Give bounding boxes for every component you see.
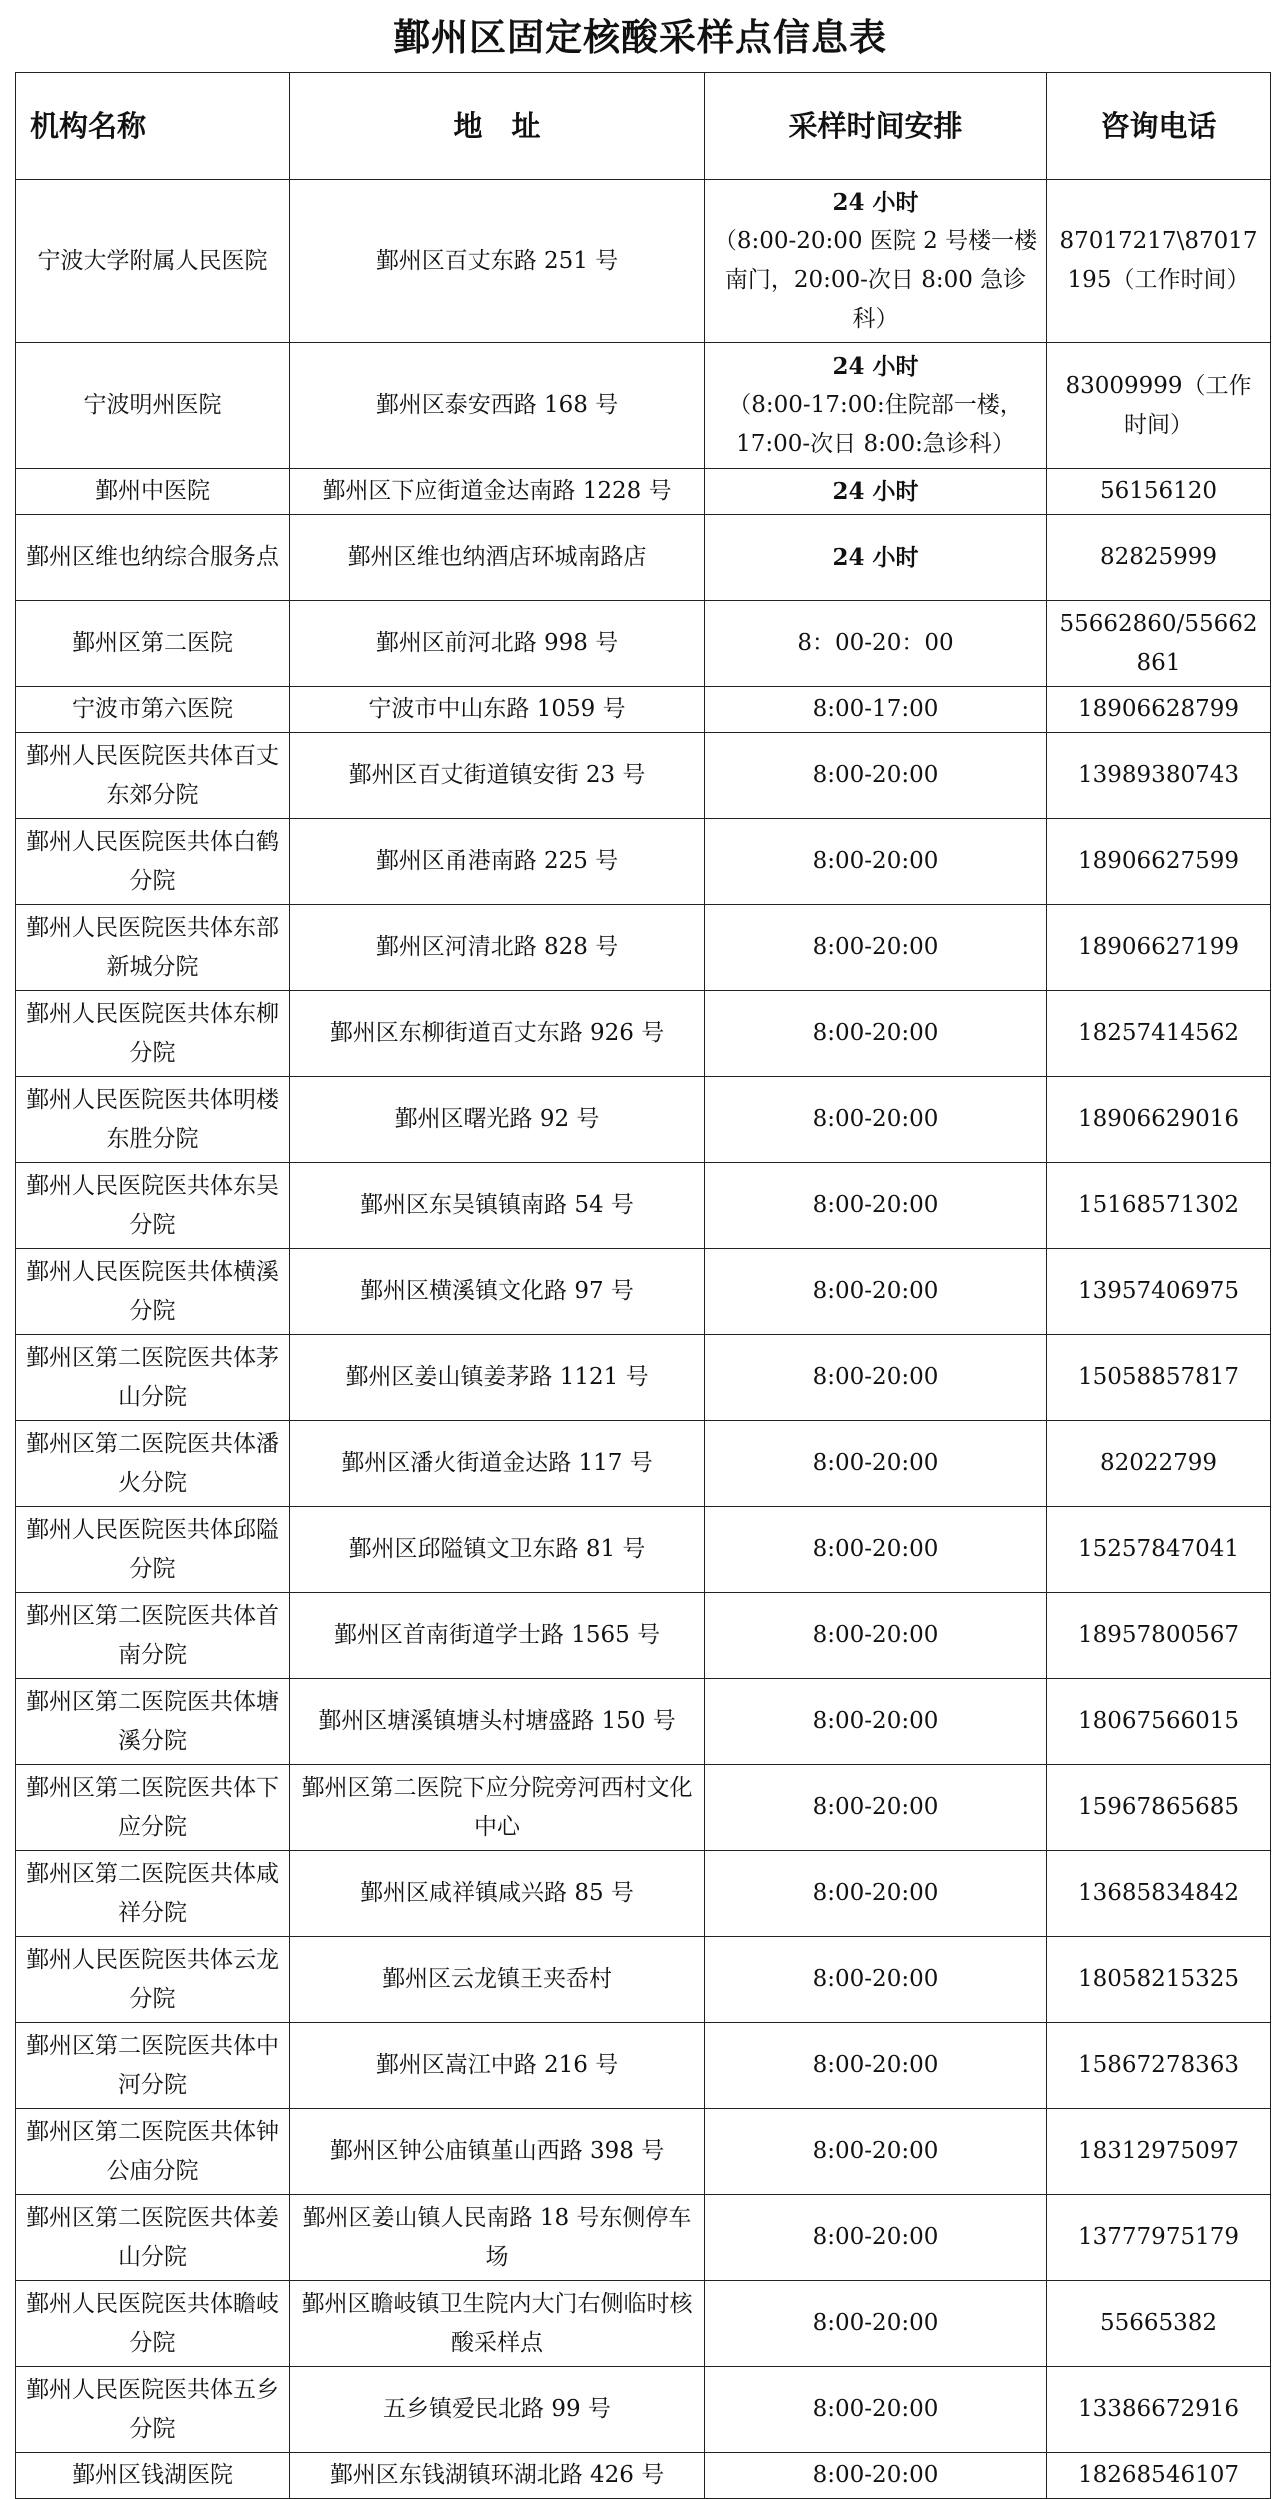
schedule-hours: 8:00-20:00 bbox=[812, 1622, 939, 1648]
schedule-cell bbox=[705, 2367, 1047, 2453]
address-cell: 鄞州区姜山镇姜茅路 1121 号 bbox=[290, 1335, 705, 1421]
table-row bbox=[16, 2023, 1271, 2109]
schedule-hours: 8:00-20:00 bbox=[812, 2396, 939, 2422]
address-cell: 鄞州区钟公庙镇堇山西路 398 号 bbox=[290, 2109, 705, 2195]
table-row bbox=[16, 1421, 1271, 1507]
schedule-cell bbox=[705, 1765, 1047, 1851]
table-row bbox=[16, 2281, 1271, 2367]
address-cell: 宁波市中山东路 1059 号 bbox=[290, 687, 705, 733]
phone-cell: 18906629016 bbox=[1047, 1077, 1271, 1163]
institution-name: 鄞州区第二医院 bbox=[16, 601, 290, 687]
institution-name: 鄞州区第二医院医共体钟公庙分院 bbox=[16, 2109, 290, 2195]
schedule-cell bbox=[705, 1679, 1047, 1765]
institution-name: 鄞州人民医院医共体邱隘分院 bbox=[16, 1507, 290, 1593]
phone-cell: 18312975097 bbox=[1047, 2109, 1271, 2195]
schedule-hours: 8:00-20:00 bbox=[812, 1536, 939, 1562]
institution-name: 鄞州区第二医院医共体茅山分院 bbox=[16, 1335, 290, 1421]
header-institution: 机构名称 bbox=[16, 73, 290, 180]
schedule-hours: 8:00-20:00 bbox=[812, 1020, 939, 1046]
schedule-cell bbox=[705, 991, 1047, 1077]
institution-name: 鄞州人民医院医共体东吴分院 bbox=[16, 1163, 290, 1249]
address-cell: 鄞州区下应街道金达南路 1228 号 bbox=[290, 469, 705, 515]
institution-name: 宁波大学附属人民医院 bbox=[16, 180, 290, 343]
table-row bbox=[16, 819, 1271, 905]
schedule-hours: 8:00-17:00 bbox=[812, 696, 939, 722]
institution-name: 鄞州人民医院医共体东柳分院 bbox=[16, 991, 290, 1077]
schedule-hours: 8:00-20:00 bbox=[812, 1364, 939, 1390]
header-address: 地 址 bbox=[290, 73, 705, 180]
schedule-cell bbox=[705, 2453, 1047, 2499]
schedule-cell bbox=[705, 1851, 1047, 1937]
schedule-hours: 8:00-20:00 bbox=[812, 1794, 939, 1820]
phone-cell: 18257414562 bbox=[1047, 991, 1271, 1077]
address-cell: 鄞州区百丈东路 251 号 bbox=[290, 180, 705, 343]
sampling-sites-table bbox=[15, 72, 1271, 2499]
phone-cell: 13957406975 bbox=[1047, 1249, 1271, 1335]
address-cell: 鄞州区横溪镇文化路 97 号 bbox=[290, 1249, 705, 1335]
table-row bbox=[16, 991, 1271, 1077]
table-header-row bbox=[16, 73, 1271, 180]
phone-cell: 13989380743 bbox=[1047, 733, 1271, 819]
schedule-note: （8:00-17:00:住院部一楼，17:00-次日 8:00:急诊科） bbox=[728, 392, 1023, 457]
phone-cell: 15967865685 bbox=[1047, 1765, 1271, 1851]
header-schedule: 采样时间安排 bbox=[705, 73, 1047, 180]
schedule-hours: 8:00-20:00 bbox=[812, 1708, 939, 1734]
table-row bbox=[16, 343, 1271, 469]
schedule-hours: 24 小时 bbox=[832, 353, 919, 380]
address-cell: 鄞州区瞻岐镇卫生院内大门右侧临时核酸采样点 bbox=[290, 2281, 705, 2367]
schedule-cell bbox=[705, 1335, 1047, 1421]
schedule-hours: 8:00-20:00 bbox=[812, 2138, 939, 2164]
schedule-cell bbox=[705, 1249, 1047, 1335]
schedule-hours: 8:00-20:00 bbox=[812, 934, 939, 960]
table-row bbox=[16, 1507, 1271, 1593]
header-phone: 咨询电话 bbox=[1047, 73, 1271, 180]
phone-cell: 83009999（工作时间） bbox=[1047, 343, 1271, 469]
phone-cell: 18906627199 bbox=[1047, 905, 1271, 991]
address-cell: 鄞州区维也纳酒店环城南路店 bbox=[290, 515, 705, 601]
table-row bbox=[16, 1937, 1271, 2023]
schedule-hours: 8:00-20:00 bbox=[812, 1880, 939, 1906]
table-row bbox=[16, 180, 1271, 343]
schedule-hours: 8:00-20:00 bbox=[812, 2224, 939, 2250]
schedule-hours: 8:00-20:00 bbox=[812, 1278, 939, 1304]
institution-name: 鄞州人民医院医共体云龙分院 bbox=[16, 1937, 290, 2023]
institution-name: 鄞州中医院 bbox=[16, 469, 290, 515]
schedule-cell bbox=[705, 1507, 1047, 1593]
page-title: 鄞州区固定核酸采样点信息表 bbox=[393, 15, 887, 59]
schedule-cell bbox=[705, 1077, 1047, 1163]
institution-name: 鄞州区第二医院医共体姜山分院 bbox=[16, 2195, 290, 2281]
schedule-hours: 8:00-20:00 bbox=[812, 2310, 939, 2336]
schedule-cell bbox=[705, 469, 1047, 515]
schedule-cell bbox=[705, 2281, 1047, 2367]
phone-cell: 18957800567 bbox=[1047, 1593, 1271, 1679]
schedule-cell bbox=[705, 819, 1047, 905]
address-cell: 鄞州区首南街道学士路 1565 号 bbox=[290, 1593, 705, 1679]
schedule-cell bbox=[705, 601, 1047, 687]
institution-name: 鄞州人民医院医共体东部新城分院 bbox=[16, 905, 290, 991]
table-row bbox=[16, 687, 1271, 733]
table-row bbox=[16, 1851, 1271, 1937]
phone-cell: 82022799 bbox=[1047, 1421, 1271, 1507]
address-cell: 鄞州区邱隘镇文卫东路 81 号 bbox=[290, 1507, 705, 1593]
schedule-hours: 8:00-20:00 bbox=[812, 2052, 939, 2078]
table-row bbox=[16, 515, 1271, 601]
schedule-cell bbox=[705, 1937, 1047, 2023]
phone-cell: 55665382 bbox=[1047, 2281, 1271, 2367]
schedule-hours: 8:00-20:00 bbox=[812, 2462, 939, 2488]
phone-cell: 15168571302 bbox=[1047, 1163, 1271, 1249]
table-row bbox=[16, 733, 1271, 819]
address-cell: 鄞州区东钱湖镇环湖北路 426 号 bbox=[290, 2453, 705, 2499]
table-row bbox=[16, 469, 1271, 515]
schedule-note: （8:00-20:00 医院 2 号楼一楼南门，20:00-次日 8:00 急诊科） bbox=[713, 228, 1038, 332]
institution-name: 鄞州区维也纳综合服务点 bbox=[16, 515, 290, 601]
address-cell: 鄞州区曙光路 92 号 bbox=[290, 1077, 705, 1163]
phone-cell: 56156120 bbox=[1047, 469, 1271, 515]
schedule-hours: 24 小时 bbox=[832, 544, 919, 571]
institution-name: 鄞州区第二医院医共体咸祥分院 bbox=[16, 1851, 290, 1937]
schedule-hours: 8:00-20:00 bbox=[812, 762, 939, 788]
address-cell: 鄞州区第二医院下应分院旁河西村文化中心 bbox=[290, 1765, 705, 1851]
schedule-hours: 8:00-20:00 bbox=[812, 1192, 939, 1218]
phone-cell: 15867278363 bbox=[1047, 2023, 1271, 2109]
table-row bbox=[16, 1335, 1271, 1421]
schedule-hours: 24 小时 bbox=[832, 478, 919, 505]
schedule-cell bbox=[705, 1593, 1047, 1679]
table-row bbox=[16, 1593, 1271, 1679]
institution-name: 鄞州人民医院医共体百丈东郊分院 bbox=[16, 733, 290, 819]
address-cell: 鄞州区咸祥镇咸兴路 85 号 bbox=[290, 1851, 705, 1937]
schedule-cell bbox=[705, 1163, 1047, 1249]
address-cell: 鄞州区泰安西路 168 号 bbox=[290, 343, 705, 469]
institution-name: 宁波市第六医院 bbox=[16, 687, 290, 733]
schedule-cell bbox=[705, 2109, 1047, 2195]
table-row bbox=[16, 2195, 1271, 2281]
address-cell: 鄞州区东柳街道百丈东路 926 号 bbox=[290, 991, 705, 1077]
phone-cell: 18906628799 bbox=[1047, 687, 1271, 733]
address-cell: 鄞州区姜山镇人民南路 18 号东侧停车场 bbox=[290, 2195, 705, 2281]
schedule-hours: 8:00-20:00 bbox=[812, 1966, 939, 1992]
institution-name: 鄞州区第二医院医共体中河分院 bbox=[16, 2023, 290, 2109]
address-cell: 鄞州区东吴镇镇南路 54 号 bbox=[290, 1163, 705, 1249]
schedule-cell bbox=[705, 2195, 1047, 2281]
table-row bbox=[16, 1077, 1271, 1163]
address-cell: 鄞州区百丈街道镇安街 23 号 bbox=[290, 733, 705, 819]
institution-name: 鄞州区第二医院医共体下应分院 bbox=[16, 1765, 290, 1851]
institution-name: 鄞州人民医院医共体白鹤分院 bbox=[16, 819, 290, 905]
schedule-cell bbox=[705, 1421, 1047, 1507]
phone-cell: 13685834842 bbox=[1047, 1851, 1271, 1937]
address-cell: 鄞州区云龙镇王夹岙村 bbox=[290, 1937, 705, 2023]
institution-name: 鄞州人民医院医共体明楼东胜分院 bbox=[16, 1077, 290, 1163]
table-row bbox=[16, 2109, 1271, 2195]
address-cell: 鄞州区嵩江中路 216 号 bbox=[290, 2023, 705, 2109]
phone-cell: 87017217\87017195（工作时间） bbox=[1047, 180, 1271, 343]
table-row bbox=[16, 1679, 1271, 1765]
institution-name: 鄞州人民医院医共体瞻岐分院 bbox=[16, 2281, 290, 2367]
table-row bbox=[16, 905, 1271, 991]
table-row bbox=[16, 601, 1271, 687]
address-cell: 鄞州区甬港南路 225 号 bbox=[290, 819, 705, 905]
institution-name: 鄞州区第二医院医共体潘火分院 bbox=[16, 1421, 290, 1507]
phone-cell: 18058215325 bbox=[1047, 1937, 1271, 2023]
phone-cell: 15257847041 bbox=[1047, 1507, 1271, 1593]
table-row bbox=[16, 2453, 1271, 2499]
address-cell: 鄞州区前河北路 998 号 bbox=[290, 601, 705, 687]
address-cell: 鄞州区塘溪镇塘头村塘盛路 150 号 bbox=[290, 1679, 705, 1765]
table-row bbox=[16, 1163, 1271, 1249]
phone-cell: 55662860/55662861 bbox=[1047, 601, 1271, 687]
institution-name: 鄞州人民医院医共体横溪分院 bbox=[16, 1249, 290, 1335]
table-row bbox=[16, 1249, 1271, 1335]
schedule-hours: 8：00-20：00 bbox=[797, 630, 954, 656]
phone-cell: 18268546107 bbox=[1047, 2453, 1271, 2499]
address-cell: 鄞州区潘火街道金达路 117 号 bbox=[290, 1421, 705, 1507]
schedule-hours: 8:00-20:00 bbox=[812, 1450, 939, 1476]
phone-cell: 15058857817 bbox=[1047, 1335, 1271, 1421]
table-row bbox=[16, 1765, 1271, 1851]
institution-name: 鄞州区钱湖医院 bbox=[16, 2453, 290, 2499]
schedule-cell bbox=[705, 687, 1047, 733]
institution-name: 鄞州人民医院医共体五乡分院 bbox=[16, 2367, 290, 2453]
phone-cell: 82825999 bbox=[1047, 515, 1271, 601]
schedule-cell bbox=[705, 733, 1047, 819]
phone-cell: 13777975179 bbox=[1047, 2195, 1271, 2281]
schedule-cell bbox=[705, 2023, 1047, 2109]
schedule-hours: 8:00-20:00 bbox=[812, 1106, 939, 1132]
schedule-cell bbox=[705, 905, 1047, 991]
table-row bbox=[16, 2367, 1271, 2453]
schedule-cell bbox=[705, 515, 1047, 601]
phone-cell: 18906627599 bbox=[1047, 819, 1271, 905]
institution-name: 鄞州区第二医院医共体首南分院 bbox=[16, 1593, 290, 1679]
schedule-cell bbox=[705, 180, 1047, 343]
institution-name: 宁波明州医院 bbox=[16, 343, 290, 469]
schedule-hours: 8:00-20:00 bbox=[812, 848, 939, 874]
phone-cell: 18067566015 bbox=[1047, 1679, 1271, 1765]
schedule-hours: 24 小时 bbox=[832, 189, 919, 216]
institution-name: 鄞州区第二医院医共体塘溪分院 bbox=[16, 1679, 290, 1765]
address-cell: 五乡镇爱民北路 99 号 bbox=[290, 2367, 705, 2453]
schedule-cell bbox=[705, 343, 1047, 469]
address-cell: 鄞州区河清北路 828 号 bbox=[290, 905, 705, 991]
phone-cell: 13386672916 bbox=[1047, 2367, 1271, 2453]
